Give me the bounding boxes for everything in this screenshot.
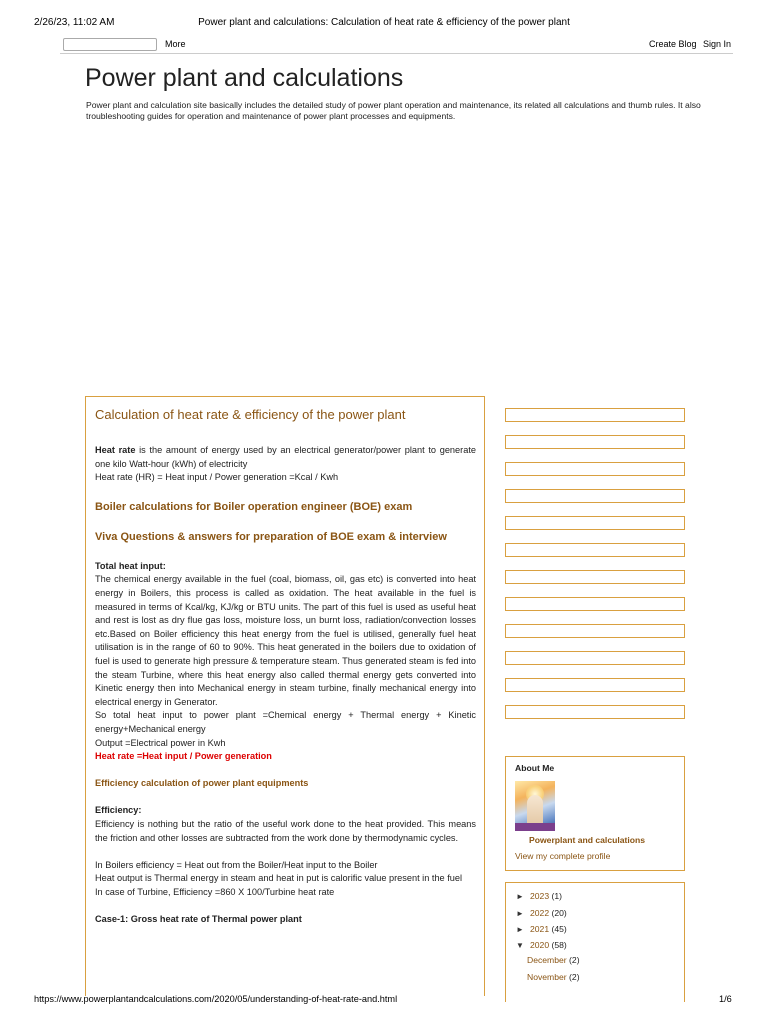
blog-title[interactable]: Power plant and calculations <box>85 64 404 92</box>
efficiency-calc-heading: Efficiency calculation of power plant equipments <box>95 778 309 789</box>
sidebar-widget-box <box>505 597 685 611</box>
expand-arrow-icon[interactable]: ► <box>516 909 524 918</box>
sidebar-widget-box <box>505 705 685 719</box>
sidebar-widget-box <box>505 543 685 557</box>
sign-in-link[interactable]: Sign In <box>703 39 732 49</box>
heat-output: Heat output is Thermal energy in steam and heat in put is calorific value present in the fuel <box>95 873 463 884</box>
heat-rate-formula: Heat rate (HR) = Heat input / Power generation =Kcal / Kwh <box>95 472 339 483</box>
heat-rate-term: Heat rate <box>95 445 136 455</box>
blog-description: Power plant and calculation site basically includes the detailed study of power plant operation and maintenance, its related all calculations and thumb rules. It also troubleshooting guides for operation and maintenance of power plant processes and equipments. <box>86 100 701 121</box>
post-body <box>95 444 476 927</box>
archive-month-item[interactable]: December (2) <box>527 955 580 965</box>
archive-year-item[interactable]: ▼ 2020 (58) <box>516 940 567 950</box>
total-heat-heading: Total heat input: <box>95 560 166 571</box>
efficiency-text: Efficiency is nothing but the ratio of the useful work done to the heat provided. This means the friction and other losses are subtracted from the work done by thermodynamic cycles. <box>95 819 476 843</box>
efficiency-heading: Efficiency: <box>95 805 142 816</box>
blogger-navbar <box>0 38 768 52</box>
heat-rate-def-text: is the amount of energy used by an electrical generator/power plant to generate one kilo Watt-hour (kWh) of electricity <box>95 445 476 469</box>
navbar-divider <box>60 53 733 54</box>
expand-arrow-icon[interactable]: ► <box>516 892 524 901</box>
sidebar-widgets <box>505 408 685 732</box>
case-1-heading: Case-1: Gross heat rate of Thermal power plant <box>95 914 302 925</box>
boe-calculations-link[interactable]: Boiler calculations for Boiler operation engineer (BOE) exam <box>95 500 413 513</box>
sidebar-widget-box <box>505 651 685 665</box>
create-blog-link[interactable]: Create Blog <box>649 39 697 49</box>
archive-month-item[interactable]: November (2) <box>527 972 580 982</box>
about-me-widget <box>505 756 685 871</box>
about-me-title: About Me <box>515 763 555 773</box>
sidebar-widget-box <box>505 435 685 449</box>
archive-year-item[interactable]: ► 2023 (1) <box>516 891 563 901</box>
sidebar-widget-box <box>505 678 685 692</box>
print-datetime: 2/26/23, 11:02 AM <box>34 17 115 28</box>
heat-rate-red: Heat rate =Heat input / Power generation <box>95 751 272 762</box>
view-profile-link[interactable]: View my complete profile <box>515 851 611 861</box>
avatar-base <box>515 823 555 831</box>
post-container <box>85 396 485 996</box>
print-doc-title: Power plant and calculations: Calculation of heat rate & efficiency of the power plant <box>198 17 570 28</box>
output-line: Output =Electrical power in Kwh <box>95 737 226 748</box>
viva-questions-link[interactable]: Viva Questions & answers for preparation of BOE exam & interview <box>95 530 447 543</box>
navbar-more-link[interactable]: More <box>165 39 186 49</box>
print-page-number: 1/6 <box>719 994 732 1004</box>
profile-avatar[interactable] <box>515 781 555 831</box>
profile-name-link[interactable]: Powerplant and calculations <box>529 835 646 845</box>
archive-year-item[interactable]: ► 2022 (20) <box>516 908 567 918</box>
blog-archive-widget <box>505 882 685 1002</box>
sidebar-widget-box <box>505 570 685 584</box>
turbine-efficiency: In case of Turbine, Efficiency =860 X 100/Turbine heat rate <box>95 887 335 898</box>
sidebar-widget-box <box>505 489 685 503</box>
sidebar-widget-box <box>505 408 685 422</box>
post-title[interactable]: Calculation of heat rate & efficiency of the power plant <box>95 407 406 422</box>
total-heat-formula: So total heat input to power plant =Chemical energy + Thermal energy + Kinetic energy+Mechanical energy <box>95 710 476 734</box>
navbar-search-input[interactable] <box>63 38 157 51</box>
sidebar-widget-box <box>505 516 685 530</box>
print-url: https://www.powerplantandcalculations.com/2020/05/understanding-of-heat-rate-and.html <box>34 994 398 1004</box>
avatar-figure <box>527 795 543 825</box>
collapse-arrow-icon[interactable]: ▼ <box>516 941 524 950</box>
heat-rate-definition <box>95 444 476 471</box>
sidebar-widget-box <box>505 462 685 476</box>
boiler-efficiency: In Boilers efficiency = Heat out from the Boiler/Heat input to the Boiler <box>95 859 378 870</box>
total-heat-text: The chemical energy available in the fuel (coal, biomass, oil, gas etc) is converted into heat energy in Boilers, this process is called as oxidation. The heat available in the fuel is measured in terms of Kcal/kg, KJ/kg or BTU units. The part of this fuel is used as useful heat and rest is lost as dry flue gas loss, moisture loss, un burnt loss, radiation/convection losses etc.Based on Boiler efficiency this heat energy from the fuel is utilised, generally fuel heat utilisation is in the range of 60 to 90%. This heat generated in the boilers due to oxidation of fuel is used to generate high pressure & temperature steam. Thus generated steam is fed into the steam Turbine, where this heat energy also called thermal energy gets converted into Kinetic energy then into Mechanical energy in steam turbine, finally mechanical energy into electrical energy in Generator. <box>95 574 476 707</box>
sidebar-widget-box <box>505 624 685 638</box>
expand-arrow-icon[interactable]: ► <box>516 925 524 934</box>
archive-year-item[interactable]: ► 2021 (45) <box>516 924 567 934</box>
